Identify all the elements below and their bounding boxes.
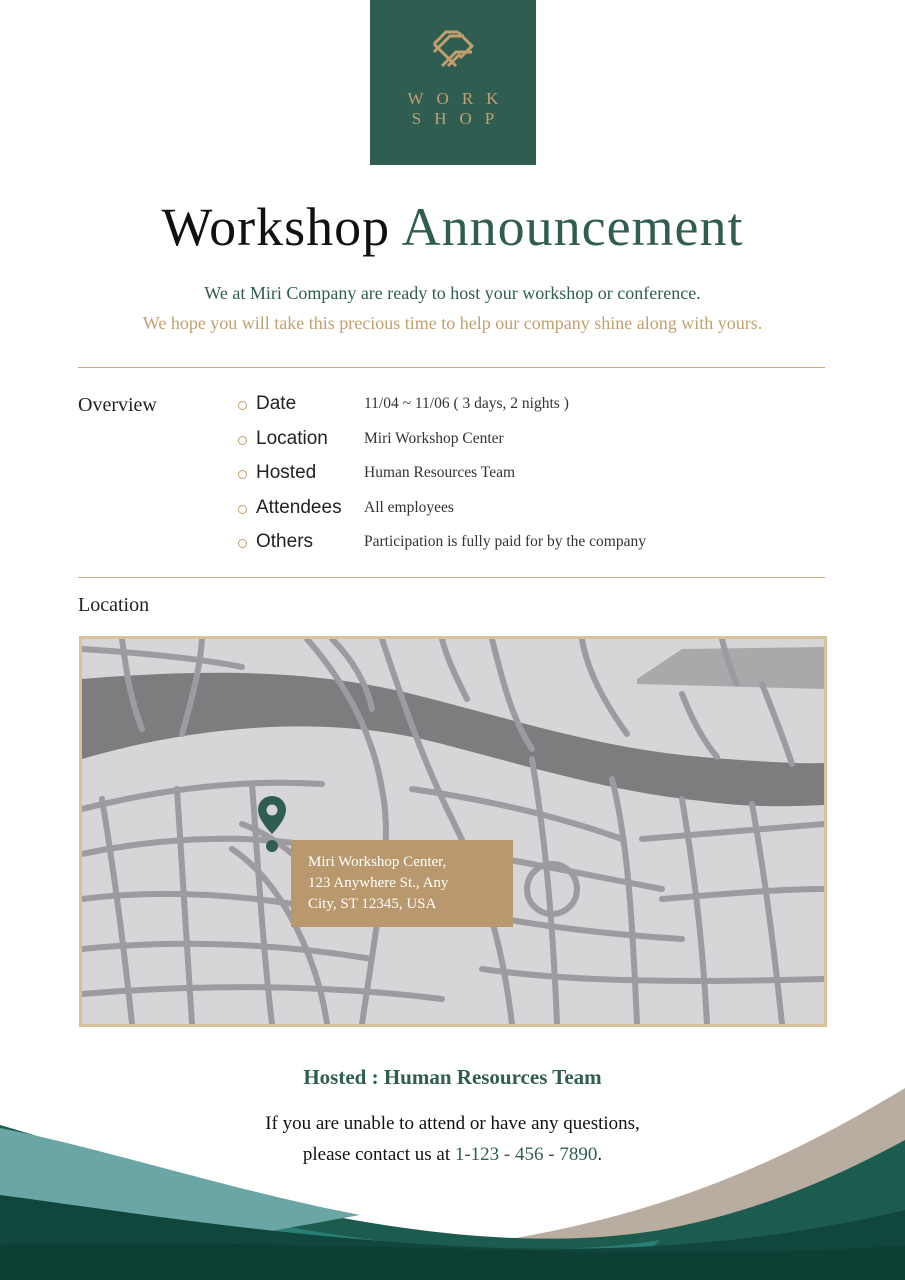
title-main: Workshop [161,197,391,257]
overview-row-location [237,427,837,462]
overview-key: Attendees [256,496,342,518]
map-illustration [82,639,824,1024]
address-line-3: City, ST 12345, USA [308,896,437,912]
address-line-1: Miri Workshop Center, [308,854,447,870]
location-map [79,636,827,1027]
intro-line-2: We hope you will take this precious time to help our company shine along with yours. [142,313,763,333]
location-label: Location [78,594,150,616]
divider-top [78,367,825,368]
overview-row-others [237,530,837,565]
bullet-icon [238,436,247,445]
overview-key: Others [256,531,314,552]
phone-link[interactable]: 1-123 - 456 - 7890 [454,1144,598,1165]
logo-emblem-icon [428,26,478,72]
page-title [0,196,905,258]
overview-row-date [237,392,837,427]
overview-value: 11/04 ~ 11/06 ( 3 days, 2 nights ) [364,395,569,412]
address-line-2: 123 Anywhere St., Any [308,875,449,891]
bullet-icon [238,401,247,410]
contact-prefix: please contact us at [302,1144,455,1165]
overview-value: Human Resources Team [364,464,516,481]
map-pin-icon [256,794,288,856]
overview-value: All employees [364,498,454,516]
contact-suffix: . [597,1144,603,1165]
title-accent: Announcement [401,197,744,257]
overview-label: Overview [78,394,157,416]
contact-line-2 [0,1139,905,1170]
overview-value: Miri Workshop Center [364,429,504,447]
intro-line-1: We at Miri Company are ready to host your workshop or conference. [204,283,701,303]
overview-key: Date [256,393,297,414]
address-card [291,840,513,927]
bullet-icon [238,470,247,479]
contact-line-1: If you are unable to attend or have any questions, [265,1113,640,1134]
overview-row-hosted [237,461,837,496]
workshop-logo [370,0,536,165]
overview-list [237,392,837,565]
bullet-icon [238,505,247,514]
overview-value: Participation is fully paid for by the company [364,533,646,550]
contact-info [0,1108,905,1170]
logo-word-1: WORK [407,89,512,108]
overview-key: Location [256,427,328,449]
hosted-heading: Hosted : Human Resources Team [303,1065,602,1089]
overview-row-attendees [237,496,837,531]
divider-bottom [78,577,825,578]
logo-word-2: SHOP [411,109,508,128]
overview-key: Hosted [256,462,317,483]
bullet-icon [238,539,247,548]
